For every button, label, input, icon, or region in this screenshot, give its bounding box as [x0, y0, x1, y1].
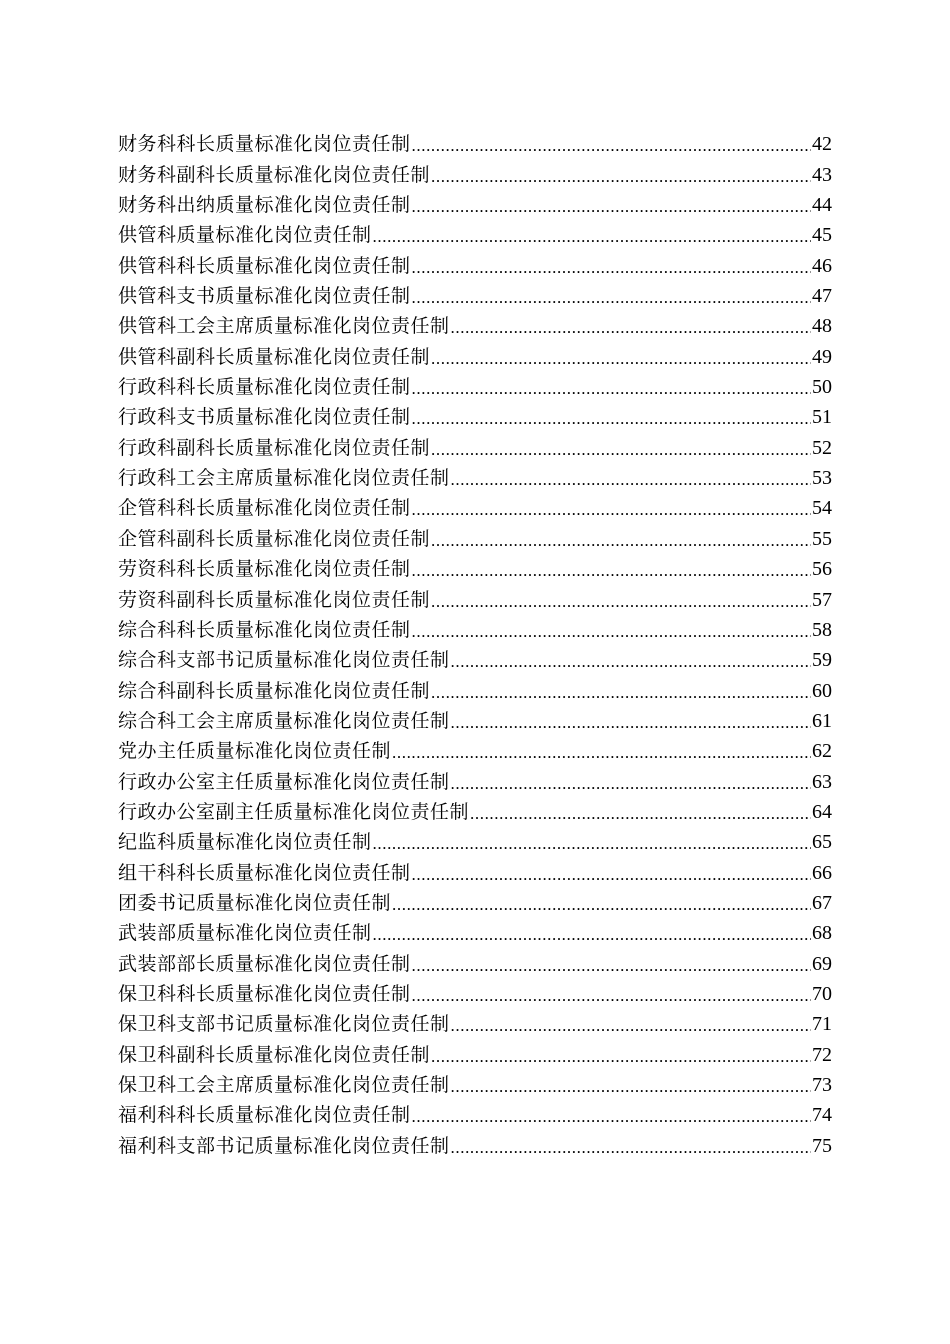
toc-dot-leader: [431, 164, 811, 190]
toc-dot-leader: [412, 285, 811, 311]
toc-entry[interactable]: [118, 372, 832, 402]
toc-entry-title: 供管科质量标准化岗位责任制: [118, 224, 372, 247]
toc-dot-leader: [412, 133, 811, 159]
toc-dot-leader: [451, 467, 811, 493]
toc-entry-page-number: 49: [812, 345, 832, 368]
toc-entry-title: 行政办公室副主任质量标准化岗位责任制: [118, 800, 470, 823]
toc-dot-leader: [392, 740, 811, 766]
toc-entry-page-number: 68: [812, 922, 832, 945]
toc-entry-page-number: 46: [812, 254, 832, 277]
toc-entry-page-number: 53: [812, 467, 832, 490]
toc-entry-title: 武装部部长质量标准化岗位责任制: [118, 952, 411, 975]
toc-entry-title: 福利科科长质量标准化岗位责任制: [118, 1104, 411, 1127]
toc-dot-leader: [451, 1013, 811, 1039]
toc-entry-page-number: 45: [812, 224, 832, 247]
toc-dot-leader: [431, 346, 811, 372]
toc-entry-title: 综合科工会主席质量标准化岗位责任制: [118, 709, 450, 732]
toc-entry[interactable]: [118, 190, 832, 220]
toc-entry[interactable]: [118, 493, 832, 523]
toc-entry-title: 武装部质量标准化岗位责任制: [118, 922, 372, 945]
toc-entry-title: 党办主任质量标准化岗位责任制: [118, 740, 392, 763]
toc-entry-title: 保卫科副科长质量标准化岗位责任制: [118, 1043, 431, 1066]
toc-dot-leader: [412, 376, 811, 402]
toc-dot-leader: [412, 255, 811, 281]
toc-entry-title: 企管科科长质量标准化岗位责任制: [118, 497, 411, 520]
toc-dot-leader: [451, 315, 811, 341]
toc-entry-page-number: 47: [812, 285, 832, 308]
toc-entry[interactable]: [118, 675, 832, 705]
toc-entry[interactable]: [118, 706, 832, 736]
toc-entry-title: 纪监科质量标准化岗位责任制: [118, 831, 372, 854]
toc-entry-page-number: 70: [812, 982, 832, 1005]
toc-entry-page-number: 66: [812, 861, 832, 884]
toc-entry[interactable]: [118, 281, 832, 311]
toc-entry[interactable]: [118, 584, 832, 614]
toc-entry[interactable]: [118, 948, 832, 978]
toc-dot-leader: [431, 589, 811, 615]
toc-dot-leader: [451, 649, 811, 675]
toc-entry-page-number: 50: [812, 376, 832, 399]
toc-entry-title: 供管科科长质量标准化岗位责任制: [118, 254, 411, 277]
toc-entry-page-number: 52: [812, 436, 832, 459]
toc-dot-leader: [431, 437, 811, 463]
toc-entry[interactable]: [118, 766, 832, 796]
toc-entry-title: 综合科副科长质量标准化岗位责任制: [118, 679, 431, 702]
toc-entry-title: 行政科副科长质量标准化岗位责任制: [118, 436, 431, 459]
toc-entry-page-number: 65: [812, 831, 832, 854]
toc-entry-title: 综合科科长质量标准化岗位责任制: [118, 618, 411, 641]
toc-dot-leader: [412, 983, 811, 1009]
toc-dot-leader: [392, 892, 811, 918]
toc-entry-page-number: 54: [812, 497, 832, 520]
toc-entry[interactable]: [118, 736, 832, 766]
toc-dot-leader: [373, 224, 811, 250]
toc-entry[interactable]: [118, 159, 832, 189]
toc-dot-leader: [412, 862, 811, 888]
toc-dot-leader: [412, 406, 811, 432]
toc-entry-title: 劳资科副科长质量标准化岗位责任制: [118, 588, 431, 611]
toc-entry-page-number: 67: [812, 891, 832, 914]
toc-entry-page-number: 71: [812, 1013, 832, 1036]
toc-dot-leader: [451, 1135, 811, 1161]
toc-entry-title: 供管科支书质量标准化岗位责任制: [118, 285, 411, 308]
toc-entry-page-number: 73: [812, 1074, 832, 1096]
toc-entry-title: 保卫科支部书记质量标准化岗位责任制: [118, 1013, 450, 1036]
toc-entry-title: 福利科支部书记质量标准化岗位责任制: [118, 1134, 450, 1157]
toc-dot-leader: [412, 497, 811, 523]
toc-entry-title: 行政科支书质量标准化岗位责任制: [118, 406, 411, 429]
toc-entry-title: 供管科副科长质量标准化岗位责任制: [118, 345, 431, 368]
toc-entry-page-number: 62: [812, 740, 832, 763]
toc-entry-title: 财务科出纳质量标准化岗位责任制: [118, 194, 411, 217]
toc-entry[interactable]: [118, 341, 832, 371]
toc-entry[interactable]: [118, 523, 832, 553]
toc-entry[interactable]: [118, 1039, 832, 1069]
toc-entry-page-number: 55: [812, 527, 832, 550]
toc-entry-title: 团委书记质量标准化岗位责任制: [118, 891, 392, 914]
toc-entry-title: 财务科科长质量标准化岗位责任制: [118, 133, 411, 156]
toc-entry[interactable]: [118, 311, 832, 341]
toc-entry[interactable]: [118, 645, 832, 675]
toc-entry[interactable]: [118, 1100, 832, 1130]
toc-dot-leader: [451, 710, 811, 736]
toc-entry[interactable]: [118, 615, 832, 645]
toc-entry-page-number: 72: [812, 1043, 832, 1066]
toc-entry-page-number: 51: [812, 406, 832, 429]
toc-entry-title: 企管科副科长质量标准化岗位责任制: [118, 527, 431, 550]
toc-dot-leader: [451, 1074, 811, 1100]
toc-entry[interactable]: [118, 1009, 832, 1039]
toc-entry-title: 组干科科长质量标准化岗位责任制: [118, 861, 411, 884]
toc-entry-page-number: 74: [812, 1104, 832, 1127]
toc-entry[interactable]: [118, 1130, 832, 1160]
toc-entry-page-number: 63: [812, 770, 832, 793]
toc-dot-leader: [412, 619, 811, 645]
toc-entry[interactable]: [118, 857, 832, 887]
toc-entry-page-number: 48: [812, 315, 832, 338]
toc-entry-page-number: 60: [812, 679, 832, 702]
toc-entry-title: 劳资科科长质量标准化岗位责任制: [118, 558, 411, 581]
toc-dot-leader: [412, 1104, 811, 1130]
toc-entry[interactable]: [118, 979, 832, 1009]
toc-entry-page-number: 61: [812, 709, 832, 732]
toc-entry[interactable]: [118, 220, 832, 250]
toc-entry[interactable]: [118, 463, 832, 493]
toc-entry[interactable]: [118, 918, 832, 948]
toc-entry[interactable]: [118, 1070, 832, 1100]
toc-entry-page-number: 44: [812, 194, 832, 217]
table-of-contents: [118, 129, 832, 1161]
toc-dot-leader: [431, 680, 811, 706]
toc-entry-title: 综合科支部书记质量标准化岗位责任制: [118, 649, 450, 672]
toc-entry-page-number: 75: [812, 1134, 832, 1157]
toc-entry[interactable]: [118, 797, 832, 827]
toc-dot-leader: [412, 194, 811, 220]
toc-entry-title: 供管科工会主席质量标准化岗位责任制: [118, 315, 450, 338]
toc-entry-page-number: 64: [812, 800, 832, 823]
toc-dot-leader: [373, 831, 811, 857]
toc-entry-title: 保卫科工会主席质量标准化岗位责任制: [118, 1074, 450, 1096]
toc-entry[interactable]: [118, 554, 832, 584]
toc-entry[interactable]: [118, 888, 832, 918]
toc-entry-title: 行政科科长质量标准化岗位责任制: [118, 376, 411, 399]
toc-dot-leader: [412, 558, 811, 584]
toc-entry-page-number: 57: [812, 588, 832, 611]
toc-dot-leader: [373, 922, 811, 948]
toc-entry-title: 保卫科科长质量标准化岗位责任制: [118, 982, 411, 1005]
toc-dot-leader: [412, 953, 811, 979]
toc-dot-leader: [431, 1044, 811, 1070]
toc-entry[interactable]: [118, 250, 832, 280]
toc-entry-title: 财务科副科长质量标准化岗位责任制: [118, 163, 431, 186]
toc-entry-page-number: 69: [812, 952, 832, 975]
toc-entry-page-number: 56: [812, 558, 832, 581]
toc-dot-leader: [470, 801, 811, 827]
toc-entry[interactable]: [118, 432, 832, 462]
toc-entry[interactable]: [118, 827, 832, 857]
toc-entry-page-number: 58: [812, 618, 832, 641]
toc-entry[interactable]: [118, 129, 832, 159]
toc-dot-leader: [431, 528, 811, 554]
toc-entry-page-number: 42: [812, 133, 832, 156]
toc-entry-title: 行政办公室主任质量标准化岗位责任制: [118, 770, 450, 793]
toc-dot-leader: [451, 771, 811, 797]
toc-entry-title: 行政科工会主席质量标准化岗位责任制: [118, 467, 450, 490]
toc-entry[interactable]: [118, 402, 832, 432]
toc-entry-page-number: 59: [812, 649, 832, 672]
toc-entry-page-number: 43: [812, 163, 832, 186]
